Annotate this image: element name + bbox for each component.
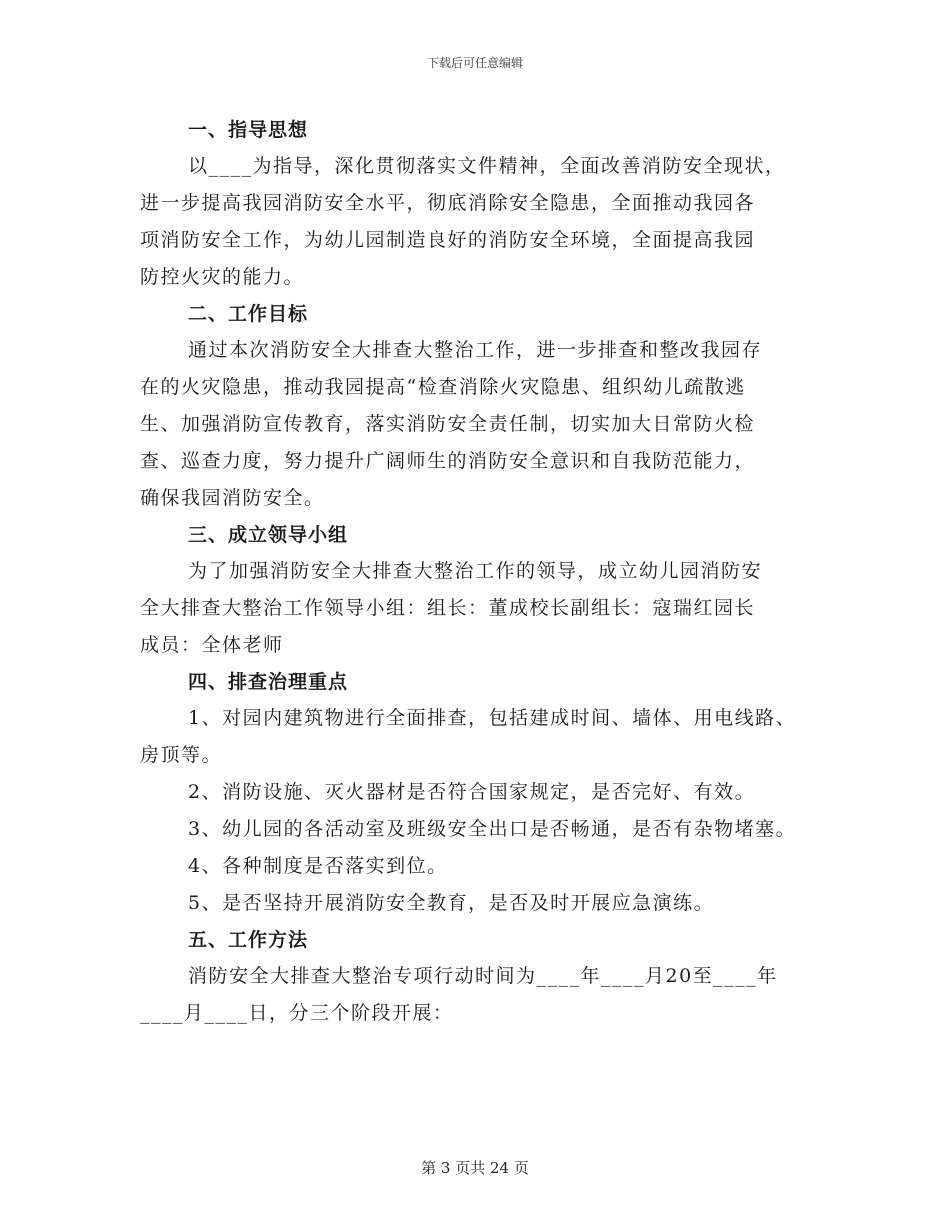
list-item xyxy=(140,885,830,922)
section-inspection-focus xyxy=(140,664,830,922)
text-line: ____月____日，分三个阶段开展： xyxy=(140,1002,454,1024)
section-leadership-group xyxy=(140,517,830,664)
text-line: 3、幼儿园的各活动室及班级安全出口是否畅通，是否有杂物堵塞。 xyxy=(188,818,797,840)
list-item xyxy=(140,774,830,811)
paragraph xyxy=(140,148,830,296)
text-line: 为了加强消防安全大排查大整治工作的领导，成立幼儿园消防安 xyxy=(188,560,763,582)
text-line: 成员：全体老师 xyxy=(140,634,284,656)
list-item xyxy=(140,811,830,848)
list-item xyxy=(140,848,830,885)
paragraph xyxy=(140,332,830,517)
text-line: 查、巡查力度，努力提升广阔师生的消防安全意识和自我防范能力， xyxy=(140,450,756,472)
paragraph xyxy=(140,958,830,1032)
text-line: 在的火灾隐患，推动我园提高“检查消除火灾隐患、组织幼儿疏散逃 xyxy=(140,376,746,398)
text-line: 房顶等。 xyxy=(140,744,223,766)
section-heading: 二、工作目标 xyxy=(188,303,309,325)
text-line: 项消防安全工作，为幼儿园制造良好的消防安全环境，全面提高我园 xyxy=(140,229,756,251)
text-line: 防控火灾的能力。 xyxy=(140,266,305,288)
section-work-goals xyxy=(140,296,830,517)
text-line: 以____为指导，深化贯彻落实文件精神，全面改善消防安全现状， xyxy=(188,155,786,177)
section-heading: 三、成立领导小组 xyxy=(188,524,349,546)
text-line: 全大排查大整治工作领导小组：组长：董成校长副组长：寇瑞红园长 xyxy=(140,597,756,619)
text-line: 确保我园消防安全。 xyxy=(140,487,325,509)
section-work-methods xyxy=(140,922,830,1032)
section-guiding-ideology xyxy=(140,112,830,296)
text-line: 进一步提高我园消防安全水平，彻底消除安全隐患，全面推动我园各 xyxy=(140,192,756,214)
text-line: 生、加强消防宣传教育，落实消防安全责任制，切实加大日常防火检 xyxy=(140,413,756,435)
text-line: 2、消防设施、灭火器材是否符合国家规定，是否完好、有效。 xyxy=(188,781,756,803)
text-line: 消防安全大排查大整治专项行动时间为____年____月20至____年 xyxy=(188,965,778,987)
page-footer: 第 3 页共 24 页 xyxy=(421,1159,529,1177)
document-body xyxy=(140,112,830,1032)
paragraph xyxy=(140,553,830,664)
text-line: 4、各种制度是否落实到位。 xyxy=(188,855,448,877)
section-heading: 四、排查治理重点 xyxy=(188,671,349,693)
text-line: 1、对园内建筑物进行全面排查，包括建成时间、墙体、用电线路、 xyxy=(188,707,797,729)
text-line: 通过本次消防安全大排查大整治工作，进一步排查和整改我园存 xyxy=(188,339,763,361)
section-heading: 五、工作方法 xyxy=(188,929,309,951)
section-heading: 一、指导思想 xyxy=(188,119,309,141)
page-header: 下载后可任意编辑 xyxy=(426,56,523,70)
list-item xyxy=(140,700,830,774)
text-line: 5、是否坚持开展消防安全教育，是否及时开展应急演练。 xyxy=(188,892,715,914)
